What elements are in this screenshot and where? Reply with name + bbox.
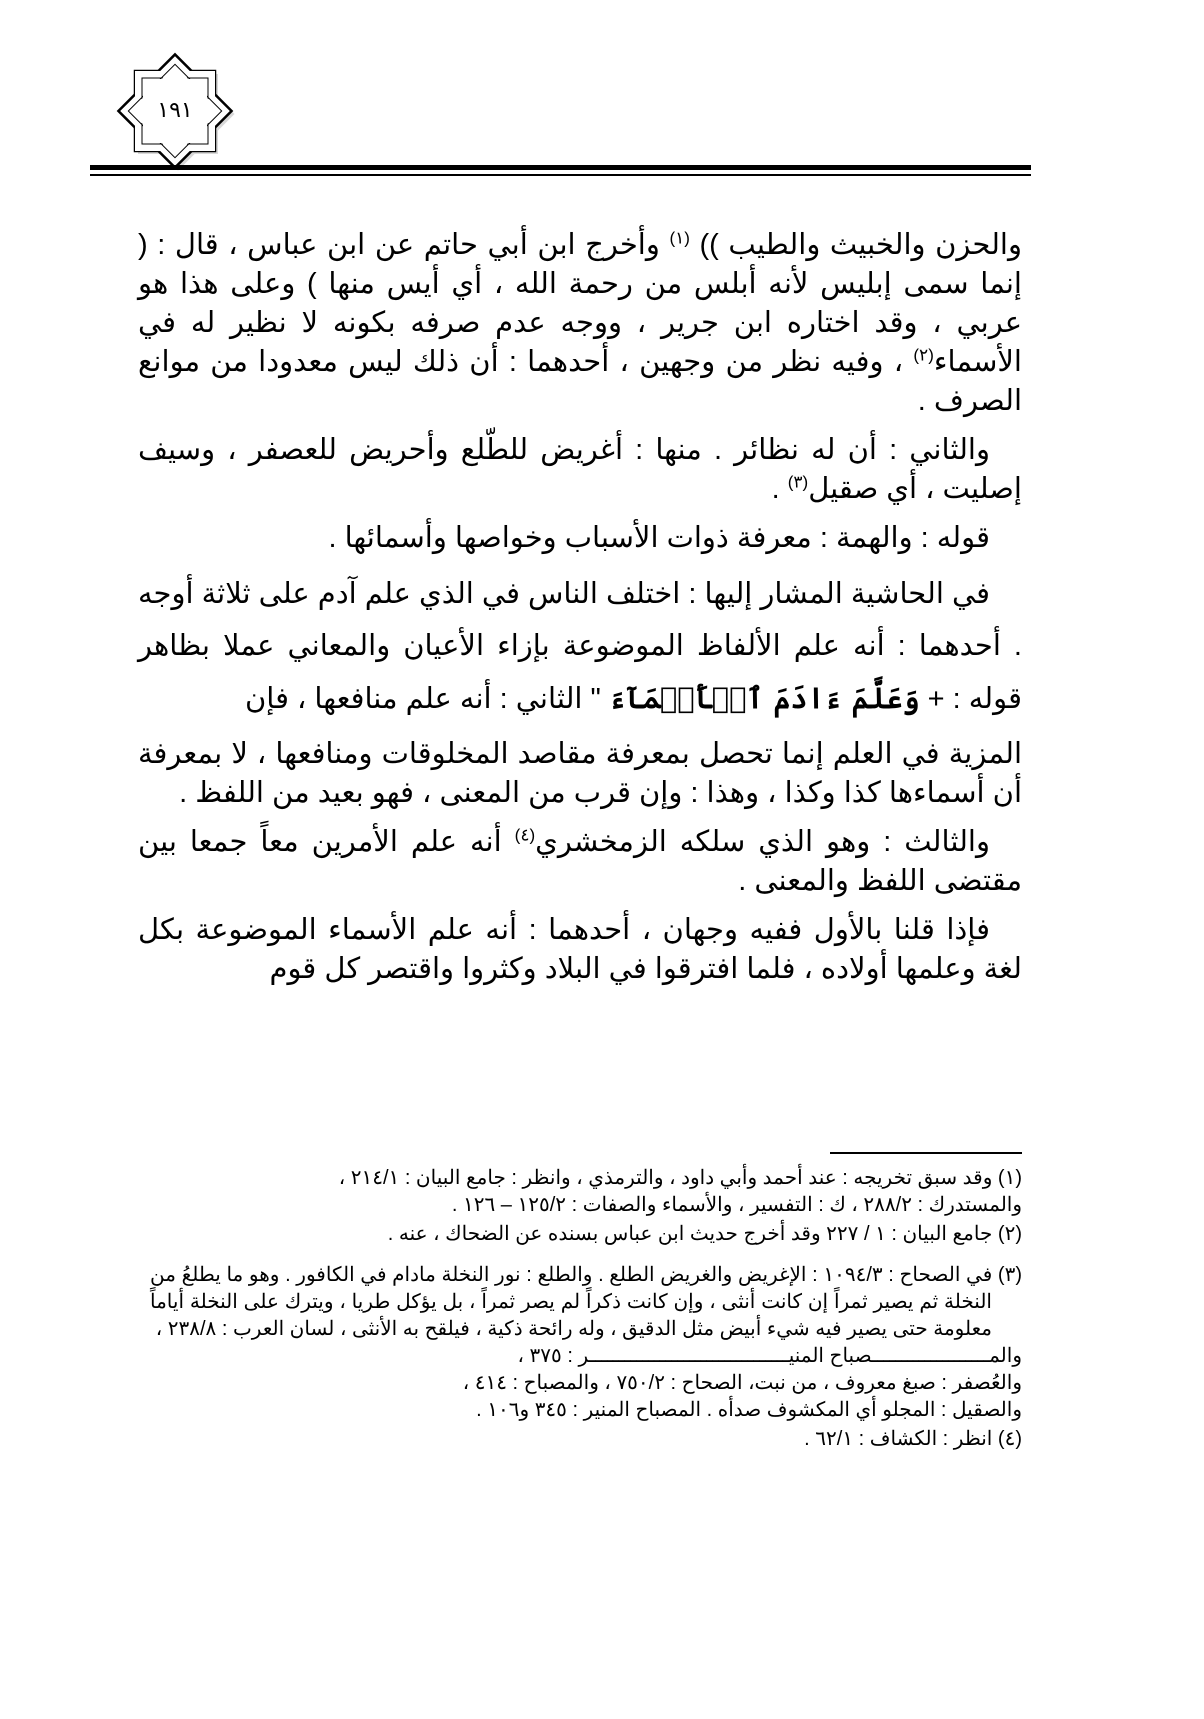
main-text	[138, 226, 1022, 999]
paragraph-5: المزية في العلم إنما تحصل بمعرفة مقاصد المخلوقات ومنافعها ، لا بمعرفة أن أسماءها كذا وكذا ، وهذا : وإن قرب من المعنى ، فهو بعيد من اللفظ .	[138, 738, 1022, 809]
header-rule-thick	[90, 165, 1031, 170]
footnote-separator	[830, 1152, 1022, 1154]
footnote-3-line-3: والعُصفر : صبغ معروف ، من نبت، الصحاح : ٧٥٠/٢ ، والمصباح : ٤١٤ ،	[462, 1372, 1022, 1394]
paragraph-6-text-b: أنه علم الأمرين معاً جمعا بين مقتضى اللفظ والمعنى .	[138, 826, 1022, 897]
paragraph-1-text-b: وأخرج ابن أبي حاتم عن ابن عباس ، قال : ( إنما سمى إبليس لأنه أبلس من رحمة الله ، أي أيس منها ) وعلى هذا هو عربي ، وقد اختاره ابن جرير ، ووجه عدم صرفه بكونه لا نظير له في الأسماء	[138, 229, 1022, 378]
paragraph-3: قوله : والهمة : معرفة ذوات الأسباب وخواصها وأسمائها .	[328, 522, 990, 554]
paragraph-6	[138, 823, 1022, 901]
footnote-3-line-1: (٣) في الصحاح : ١٠٩٤/٣ : الإغريض والغريض الطلع . والطلع : نور النخلة مادام في الكافور . وهو ما يطلعُ من النخلة ثم يصير ثمراً إن كانت أنثى ، وإن كانت ذكراً لم يصر ثمراً ، بل يؤكل طريا ، ويترك على النخلة أياماً معلومة حتى يصير فيه شيء أبيض مثل الدقيق ، وله رائحة ذكية ، فيلقح به الأنثى ، لسان العرب : ٢٣٨/٨ ،	[150, 1264, 1022, 1340]
footnote-2-line-1: (٢) جامع البيان : ١ / ٢٢٧ وقد أخرج حديث ابن عباس بسنده عن الضحاك ، عنه .	[387, 1223, 1022, 1245]
footnote-1-line-2: والمستدرك : ٢٨٨/٢ ، ك : التفسير ، والأسماء والصفات : ١٢٥/٢ – ١٢٦ .	[451, 1194, 1022, 1216]
footnote-3-line-4: والصقيل : المجلو أي المكشوف صدأه . المصباح المنير : ٣٤٥ و١٠٦ .	[476, 1399, 1022, 1421]
page-number: ١٩١	[157, 98, 193, 123]
footnote-1	[150, 1165, 1022, 1219]
paragraph-2-text-a: والثاني : أن له نظائر . منها : أغريض للطّلع وأحريض للعصفر ، وسيف إصليت ، أي صقيل	[138, 434, 1022, 505]
footnote-ref-3[interactable]: (٣)	[787, 472, 809, 492]
header-rule-thin	[90, 174, 1031, 176]
page-number-badge	[110, 46, 240, 176]
paragraph-1	[138, 226, 1022, 421]
paragraph-7: فإذا قلنا بالأول ففيه وجهان ، أحدهما : أنه علم الأسماء الموضوعة بكل لغة وعلمها أولاده ، فلما افترقوا في البلاد وكثروا واقتصر كل قوم	[138, 914, 1022, 985]
paragraph-2	[138, 431, 1022, 509]
paragraph-4	[138, 568, 1022, 725]
footnote-1-line-1: (١) وقد سبق تخريجه : عند أحمد وأبي داود ، والترمذي ، وانظر : جامع البيان : ٢١٤/١ ،	[338, 1167, 1022, 1189]
footnote-ref-1[interactable]: (١)	[669, 228, 690, 248]
footnotes	[150, 1165, 1022, 1455]
footnote-4	[150, 1426, 1022, 1453]
footnote-3-line-2: والمــــــــــــــــــــصباح المنيــــــــــــــــــــــــــــــــــر : ٣٧٥ ،	[517, 1345, 1022, 1367]
paragraph-4-text-a: في الحاشية المشار إليها : اختلف الناس في الذي علم آدم على ثلاثة أوجه . أحدهما : أنه علم الألفاظ الموضوعة بإزاء الأعيان والمعاني عملا بظاهر قوله : +	[138, 578, 1022, 715]
footnote-ref-2[interactable]: (٢)	[913, 345, 934, 365]
paragraph-1-text-a: والحزن والخبيث والطيب ))	[689, 229, 1022, 261]
footnote-3	[150, 1262, 1022, 1424]
paragraph-6-text-a: والثالث : وهو الذي سلكه الزمخشري	[535, 826, 990, 858]
footnote-2	[150, 1221, 1022, 1248]
paragraph-4-text-b: " الثاني : أنه علم منافعها ، فإن	[244, 683, 609, 715]
quran-verse: وَعَلَّمَ ءَادَمَ ٱلۡأَسۡمَآءَ	[608, 681, 920, 715]
paragraph-2-text-b: .	[771, 473, 788, 505]
footnote-4-line-1: (٤) انظر : الكشاف : ٦٢/١ .	[804, 1428, 1022, 1450]
footnote-ref-4[interactable]: (٤)	[514, 825, 536, 845]
paragraph-1-text-c: ، وفيه نظر من وجهين ، أحدهما : أن ذلك ليس معدودا من موانع الصرف .	[138, 346, 1022, 417]
